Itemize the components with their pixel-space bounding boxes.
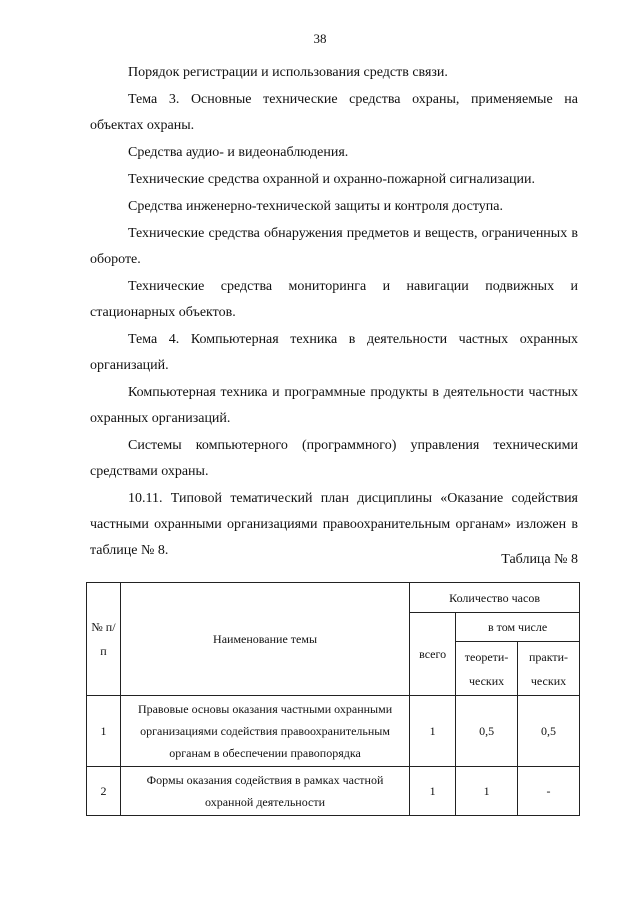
paragraph: Технические средства охранной и охранно-пожарной сигнализации. xyxy=(128,172,536,187)
page-number: 38 xyxy=(313,31,327,46)
thematic-plan-table xyxy=(86,582,580,816)
header-name: Наименование темы xyxy=(120,583,409,696)
paragraph: Технические средства мониторинга и навигации подвижных и стационарных объектов. xyxy=(90,279,578,320)
row-total: 1 xyxy=(410,696,456,767)
row-practice: - xyxy=(518,767,580,816)
body-text xyxy=(90,60,578,564)
header-total: всего xyxy=(410,613,456,696)
header-theory: теорети-ческих xyxy=(456,642,518,696)
paragraph: Тема 4. Компьютерная техника в деятельности частных охранных организаций. xyxy=(90,332,578,373)
paragraph: Компьютерная техника и программные продукты в деятельности частных охранных организаций. xyxy=(90,385,578,426)
table-row xyxy=(87,696,580,767)
row-total: 1 xyxy=(410,767,456,816)
paragraph: Средства инженерно-технической защиты и контроля доступа. xyxy=(128,199,504,214)
row-practice: 0,5 xyxy=(518,696,580,767)
row-num: 2 xyxy=(87,767,121,816)
header-hours: Количество часов xyxy=(410,583,580,613)
row-num: 1 xyxy=(87,696,121,767)
paragraph: Средства аудио- и видеонаблюдения. xyxy=(128,145,349,160)
header-practice: практи-ческих xyxy=(518,642,580,696)
paragraph: Порядок регистрации и использования средств связи. xyxy=(128,65,448,80)
header-num: № п/п xyxy=(87,583,121,696)
paragraph: Системы компьютерного (программного) управления техническими средствами охраны. xyxy=(90,438,578,479)
row-theory: 0,5 xyxy=(456,696,518,767)
table-caption: Таблица № 8 xyxy=(501,552,578,567)
paragraph: Тема 3. Основные технические средства охраны, применяемые на объектах охраны. xyxy=(90,92,578,133)
header-including: в том числе xyxy=(456,613,580,642)
paragraph: 10.11. Типовой тематический план дисциплины «Оказание содействия частными охранными организациями правоохранительным органам» изложен в таблице № 8. xyxy=(90,491,578,558)
row-name: Формы оказания содействия в рамках частной охранной деятельности xyxy=(120,767,409,816)
row-theory: 1 xyxy=(456,767,518,816)
table-row xyxy=(87,767,580,816)
paragraph: Технические средства обнаружения предметов и веществ, ограниченных в обороте. xyxy=(90,226,578,267)
row-name: Правовые основы оказания частными охранными организациями содействия правоохранительным органам в обеспечении правопорядка xyxy=(120,696,409,767)
